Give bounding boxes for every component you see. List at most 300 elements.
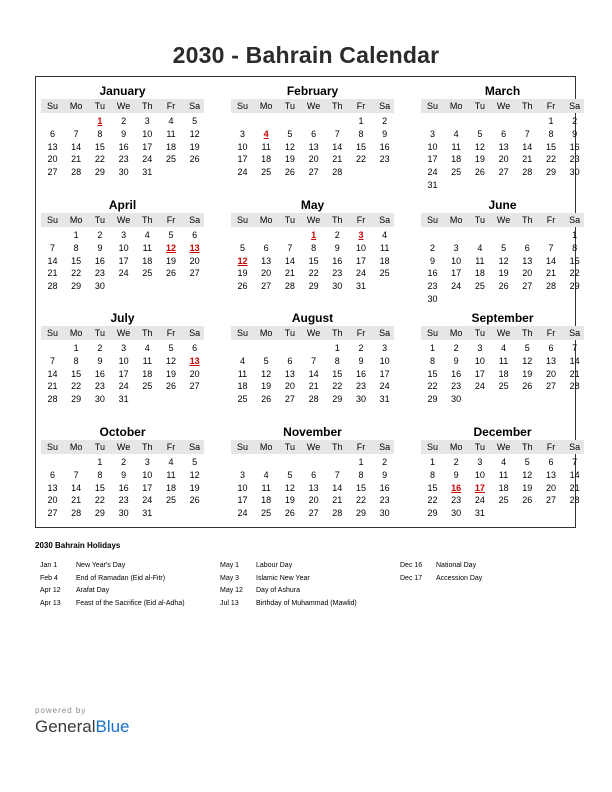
weekday-label: Sa xyxy=(569,215,581,225)
day-cell: 21 xyxy=(332,495,343,506)
day-cell: 28 xyxy=(545,281,556,292)
holiday-day-cell: 13 xyxy=(189,355,200,366)
day-cell: 10 xyxy=(379,355,390,366)
weekday-header xyxy=(41,326,204,340)
month-title: March xyxy=(484,84,521,98)
day-cell: 13 xyxy=(522,255,533,266)
day-cell: 4 xyxy=(168,457,174,467)
day-cell: 12 xyxy=(474,141,485,152)
day-cell: 21 xyxy=(71,154,82,165)
day-cell: 25 xyxy=(165,154,176,165)
weekday-label: Su xyxy=(46,328,58,338)
weekday-label: Mo xyxy=(69,328,83,338)
day-cell: 15 xyxy=(94,141,105,152)
day-cell: 11 xyxy=(261,141,271,152)
day-cell: 19 xyxy=(522,368,533,379)
day-cell: 14 xyxy=(545,255,556,266)
day-cell: 18 xyxy=(165,141,176,152)
weekday-label: Mo xyxy=(259,215,273,225)
day-cell: 10 xyxy=(451,255,462,266)
day-cell: 28 xyxy=(569,495,580,506)
holiday-date: Dec 17 xyxy=(400,574,423,582)
weekday-label: Th xyxy=(142,101,153,111)
weekday-label: Sa xyxy=(569,442,581,452)
day-cell: 1 xyxy=(429,343,435,353)
day-cell: 3 xyxy=(144,457,150,467)
holidays-title: 2030 Bahrain Holidays xyxy=(35,541,121,550)
month-title: June xyxy=(488,198,517,212)
day-cell: 5 xyxy=(192,116,198,126)
day-cell: 26 xyxy=(474,167,485,178)
day-cell: 7 xyxy=(334,469,340,480)
weekday-header xyxy=(41,440,204,454)
day-cell: 11 xyxy=(142,355,152,366)
weekday-label: Th xyxy=(142,328,153,338)
day-cell: 26 xyxy=(189,495,200,506)
day-cell: 15 xyxy=(71,255,82,266)
day-cell: 30 xyxy=(355,394,366,405)
day-cell: 6 xyxy=(263,242,269,253)
holiday-name: Labour Day xyxy=(256,562,293,569)
day-cell: 13 xyxy=(498,141,509,152)
day-cell: 9 xyxy=(97,355,103,366)
day-cell: 26 xyxy=(165,381,176,392)
weekday-label: Sa xyxy=(189,442,201,452)
holiday-day-cell: 1 xyxy=(97,116,103,126)
weekday-label: We xyxy=(116,328,131,338)
day-cell: 8 xyxy=(73,355,79,366)
weekday-label: Tu xyxy=(284,442,295,452)
weekday-label: We xyxy=(306,215,321,225)
day-cell: 14 xyxy=(71,482,82,493)
weekday-label: Tu xyxy=(94,328,105,338)
day-cell: 28 xyxy=(522,167,533,178)
weekday-label: Th xyxy=(332,328,343,338)
day-cell: 8 xyxy=(358,469,364,480)
weekday-label: Sa xyxy=(569,101,581,111)
day-cell: 8 xyxy=(358,128,364,139)
day-cell: 19 xyxy=(165,368,176,379)
day-cell: 28 xyxy=(332,508,343,519)
day-cell: 11 xyxy=(166,128,176,139)
weekday-label: Fr xyxy=(356,328,366,338)
weekday-header xyxy=(231,213,394,227)
day-cell: 21 xyxy=(569,482,580,493)
weekday-label: Fr xyxy=(546,101,556,111)
day-cell: 15 xyxy=(569,255,580,266)
day-cell: 28 xyxy=(332,167,343,178)
month-title: November xyxy=(283,425,342,439)
day-cell: 23 xyxy=(427,281,438,292)
weekday-label: Mo xyxy=(449,101,463,111)
day-cell: 22 xyxy=(94,495,105,506)
holiday-day-cell: 12 xyxy=(165,242,176,253)
weekday-label: Th xyxy=(332,101,343,111)
day-cell: 17 xyxy=(427,154,438,165)
day-cell: 23 xyxy=(451,495,462,506)
weekday-label: Fr xyxy=(546,442,556,452)
day-cell: 1 xyxy=(572,230,578,240)
weekday-header xyxy=(41,213,204,227)
weekday-label: Sa xyxy=(379,101,391,111)
day-cell: 2 xyxy=(429,242,435,253)
day-cell: 12 xyxy=(165,355,176,366)
day-cell: 16 xyxy=(427,268,438,279)
weekday-label: Mo xyxy=(69,101,83,111)
day-cell: 16 xyxy=(118,141,129,152)
day-cell: 18 xyxy=(474,268,485,279)
day-cell: 20 xyxy=(261,268,272,279)
day-cell: 30 xyxy=(94,394,105,405)
weekday-label: Th xyxy=(522,101,533,111)
weekday-label: Mo xyxy=(69,442,83,452)
day-cell: 29 xyxy=(94,167,105,178)
day-cell: 8 xyxy=(97,469,103,480)
day-cell: 1 xyxy=(334,343,340,353)
weekday-label: Su xyxy=(236,215,248,225)
weekday-label: Th xyxy=(522,328,533,338)
day-cell: 5 xyxy=(287,469,293,480)
day-cell: 3 xyxy=(429,128,435,139)
holiday-column xyxy=(400,560,482,585)
day-cell: 25 xyxy=(142,381,153,392)
day-cell: 3 xyxy=(239,469,245,480)
day-cell: 27 xyxy=(545,495,556,506)
day-cell: 29 xyxy=(427,508,438,519)
day-cell: 27 xyxy=(189,268,200,279)
weekday-label: Sa xyxy=(189,101,201,111)
day-cell: 25 xyxy=(237,394,248,405)
day-cell: 4 xyxy=(501,343,507,353)
day-cell: 29 xyxy=(569,281,580,292)
day-cell: 15 xyxy=(332,368,343,379)
day-cell: 11 xyxy=(380,242,390,253)
day-cell: 25 xyxy=(261,167,272,178)
day-cell: 13 xyxy=(308,482,319,493)
day-cell: 26 xyxy=(189,154,200,165)
day-cell: 14 xyxy=(71,141,82,152)
day-cell: 8 xyxy=(97,128,103,139)
day-cell: 29 xyxy=(71,394,82,405)
day-cell: 26 xyxy=(237,281,248,292)
day-cell: 29 xyxy=(308,281,319,292)
weekday-label: We xyxy=(496,101,511,111)
weekday-label: Tu xyxy=(474,101,485,111)
day-cell: 31 xyxy=(379,394,390,405)
weekday-label: We xyxy=(306,101,321,111)
day-cell: 12 xyxy=(189,469,200,480)
brand-logo[interactable] xyxy=(35,706,130,737)
day-cell: 7 xyxy=(311,355,317,366)
day-cell: 21 xyxy=(308,381,319,392)
day-cell: 25 xyxy=(498,495,509,506)
day-cell: 6 xyxy=(311,469,317,480)
weekday-header xyxy=(421,440,584,454)
day-cell: 12 xyxy=(498,255,509,266)
day-cell: 29 xyxy=(355,508,366,519)
day-cell: 12 xyxy=(261,368,272,379)
brand-name-part2: Blue xyxy=(95,717,130,736)
day-cell: 9 xyxy=(382,128,388,139)
holiday-item xyxy=(220,585,357,598)
holiday-name: Arafat Day xyxy=(76,587,110,595)
weekday-label: Fr xyxy=(356,442,366,452)
day-cell: 4 xyxy=(382,230,388,240)
day-cell: 13 xyxy=(545,355,556,366)
day-cell: 4 xyxy=(501,457,507,467)
day-cell: 2 xyxy=(382,457,388,467)
day-cell: 18 xyxy=(498,482,509,493)
day-cell: 1 xyxy=(73,230,79,240)
day-cell: 26 xyxy=(522,381,533,392)
holiday-name: National Day xyxy=(436,562,477,569)
holiday-name: Day of Ashura xyxy=(256,587,300,595)
day-cell: 13 xyxy=(47,482,58,493)
day-cell: 14 xyxy=(308,368,319,379)
day-cell: 27 xyxy=(261,281,272,292)
day-cell: 24 xyxy=(142,495,153,506)
day-cell: 29 xyxy=(94,508,105,519)
day-cell: 4 xyxy=(239,355,245,366)
day-cell: 30 xyxy=(332,281,343,292)
day-cell: 17 xyxy=(237,495,248,506)
weekday-label: Th xyxy=(142,215,153,225)
day-cell: 21 xyxy=(545,268,556,279)
holiday-day-cell: 16 xyxy=(451,482,462,493)
day-cell: 19 xyxy=(189,141,200,152)
day-cell: 22 xyxy=(355,495,366,506)
brand-name-part1: General xyxy=(35,717,96,736)
day-cell: 7 xyxy=(73,128,79,139)
day-cell: 10 xyxy=(118,242,129,253)
holiday-day-cell: 3 xyxy=(358,230,364,240)
day-cell: 11 xyxy=(237,368,248,379)
day-cell: 31 xyxy=(118,394,129,405)
day-cell: 14 xyxy=(47,255,58,266)
page-title: 2030 - Bahrain Calendar xyxy=(172,42,440,68)
day-cell: 31 xyxy=(142,167,153,178)
day-cell: 2 xyxy=(97,343,103,353)
weekday-label: Mo xyxy=(449,215,463,225)
day-cell: 25 xyxy=(498,381,509,392)
day-cell: 17 xyxy=(379,368,390,379)
day-cell: 16 xyxy=(569,141,580,152)
day-cell: 15 xyxy=(427,368,438,379)
weekday-header xyxy=(421,213,584,227)
day-cell: 1 xyxy=(97,457,103,467)
day-cell: 22 xyxy=(308,268,319,279)
day-cell: 26 xyxy=(522,495,533,506)
weekday-label: We xyxy=(496,328,511,338)
weekday-label: Tu xyxy=(284,101,295,111)
day-cell: 25 xyxy=(451,167,462,178)
day-cell: 6 xyxy=(192,230,198,240)
day-cell: 11 xyxy=(166,469,176,480)
weekday-label: Mo xyxy=(449,442,463,452)
holiday-item xyxy=(40,585,185,598)
day-cell: 24 xyxy=(118,268,129,279)
month-title: August xyxy=(291,311,334,325)
day-cell: 24 xyxy=(237,508,248,519)
day-cell: 28 xyxy=(71,508,82,519)
day-cell: 4 xyxy=(168,116,174,126)
day-cell: 20 xyxy=(189,368,200,379)
day-cell: 20 xyxy=(545,482,556,493)
holiday-item xyxy=(220,598,357,611)
weekday-header xyxy=(421,326,584,340)
day-cell: 11 xyxy=(498,469,509,480)
day-cell: 30 xyxy=(427,294,438,304)
day-cell: 5 xyxy=(524,457,530,467)
holiday-item xyxy=(400,573,482,586)
weekday-label: We xyxy=(496,442,511,452)
day-cell: 19 xyxy=(189,482,200,493)
day-cell: 6 xyxy=(524,242,530,253)
weekday-label: Mo xyxy=(259,328,273,338)
weekday-label: We xyxy=(306,328,321,338)
day-cell: 10 xyxy=(474,355,485,366)
day-cell: 27 xyxy=(308,167,319,178)
day-cell: 16 xyxy=(118,482,129,493)
weekday-label: Fr xyxy=(546,328,556,338)
day-cell: 19 xyxy=(498,268,509,279)
day-cell: 16 xyxy=(94,255,105,266)
weekday-label: Fr xyxy=(166,328,176,338)
day-cell: 19 xyxy=(474,154,485,165)
holiday-name: Feast of the Sacrifice (Eid al-Adha) xyxy=(76,600,185,608)
weekday-label: Th xyxy=(332,215,343,225)
day-cell: 15 xyxy=(427,482,438,493)
day-cell: 17 xyxy=(142,141,153,152)
day-cell: 11 xyxy=(451,141,461,152)
day-cell: 28 xyxy=(47,394,58,405)
day-cell: 20 xyxy=(522,268,533,279)
day-cell: 10 xyxy=(474,469,485,480)
day-cell: 10 xyxy=(118,355,129,366)
day-cell: 28 xyxy=(71,167,82,178)
weekday-label: Th xyxy=(332,442,343,452)
day-cell: 7 xyxy=(572,457,578,467)
day-cell: 5 xyxy=(168,343,174,353)
month-title: February xyxy=(286,84,339,98)
weekday-label: Sa xyxy=(189,215,201,225)
day-cell: 16 xyxy=(451,368,462,379)
day-cell: 10 xyxy=(237,141,248,152)
weekday-label: Mo xyxy=(259,442,273,452)
month-title: January xyxy=(99,84,146,98)
day-cell: 20 xyxy=(284,381,295,392)
holiday-day-cell: 1 xyxy=(311,230,317,240)
day-cell: 17 xyxy=(474,368,485,379)
day-cell: 25 xyxy=(261,508,272,519)
weekday-label: We xyxy=(496,215,511,225)
day-cell: 20 xyxy=(47,495,58,506)
day-cell: 23 xyxy=(118,154,129,165)
day-cell: 18 xyxy=(261,495,272,506)
weekday-label: Su xyxy=(426,215,438,225)
day-cell: 14 xyxy=(522,141,533,152)
day-cell: 17 xyxy=(355,255,366,266)
day-cell: 22 xyxy=(427,381,438,392)
day-cell: 10 xyxy=(237,482,248,493)
holiday-item xyxy=(220,560,357,573)
day-cell: 1 xyxy=(73,343,79,353)
day-cell: 7 xyxy=(524,128,530,139)
holiday-name: New Year's Day xyxy=(76,562,126,569)
day-cell: 20 xyxy=(308,495,319,506)
day-cell: 9 xyxy=(121,128,127,139)
day-cell: 21 xyxy=(284,268,295,279)
day-cell: 22 xyxy=(545,154,556,165)
day-cell: 18 xyxy=(451,154,462,165)
day-cell: 7 xyxy=(548,242,554,253)
day-cell: 7 xyxy=(49,242,55,253)
day-cell: 1 xyxy=(358,116,364,126)
weekday-header xyxy=(231,440,394,454)
day-cell: 23 xyxy=(569,154,580,165)
day-cell: 31 xyxy=(474,508,485,519)
day-cell: 16 xyxy=(379,141,390,152)
day-cell: 13 xyxy=(284,368,295,379)
day-cell: 2 xyxy=(453,343,459,353)
weekday-header xyxy=(231,326,394,340)
day-cell: 16 xyxy=(379,482,390,493)
day-cell: 2 xyxy=(334,230,340,240)
day-cell: 18 xyxy=(142,255,153,266)
day-cell: 20 xyxy=(189,255,200,266)
day-cell: 27 xyxy=(189,381,200,392)
day-cell: 15 xyxy=(308,255,319,266)
day-cell: 12 xyxy=(522,355,533,366)
weekday-label: Sa xyxy=(189,328,201,338)
weekday-label: Fr xyxy=(546,215,556,225)
day-cell: 16 xyxy=(94,368,105,379)
day-cell: 18 xyxy=(142,368,153,379)
day-cell: 10 xyxy=(427,141,438,152)
day-cell: 23 xyxy=(94,268,105,279)
holiday-item xyxy=(40,560,185,573)
day-cell: 20 xyxy=(308,154,319,165)
day-cell: 18 xyxy=(237,381,248,392)
holiday-day-cell: 12 xyxy=(237,255,248,266)
weekday-label: Fr xyxy=(166,215,176,225)
day-cell: 2 xyxy=(382,116,388,126)
day-cell: 5 xyxy=(168,230,174,240)
day-cell: 27 xyxy=(498,167,509,178)
day-cell: 19 xyxy=(261,381,272,392)
day-cell: 12 xyxy=(284,141,295,152)
day-cell: 27 xyxy=(308,508,319,519)
weekday-label: Mo xyxy=(259,101,273,111)
day-cell: 8 xyxy=(73,242,79,253)
weekday-label: Sa xyxy=(379,442,391,452)
weekday-label: Fr xyxy=(356,215,366,225)
day-cell: 30 xyxy=(569,167,580,178)
day-cell: 24 xyxy=(379,381,390,392)
day-cell: 24 xyxy=(355,268,366,279)
weekday-label: Tu xyxy=(284,328,295,338)
day-cell: 24 xyxy=(142,154,153,165)
weekday-label: We xyxy=(116,442,131,452)
day-cell: 3 xyxy=(239,128,245,139)
day-cell: 3 xyxy=(477,457,483,467)
day-cell: 30 xyxy=(451,508,462,519)
weekday-label: We xyxy=(116,215,131,225)
day-cell: 21 xyxy=(522,154,533,165)
weekday-label: Sa xyxy=(569,328,581,338)
day-cell: 16 xyxy=(332,255,343,266)
day-cell: 25 xyxy=(142,268,153,279)
